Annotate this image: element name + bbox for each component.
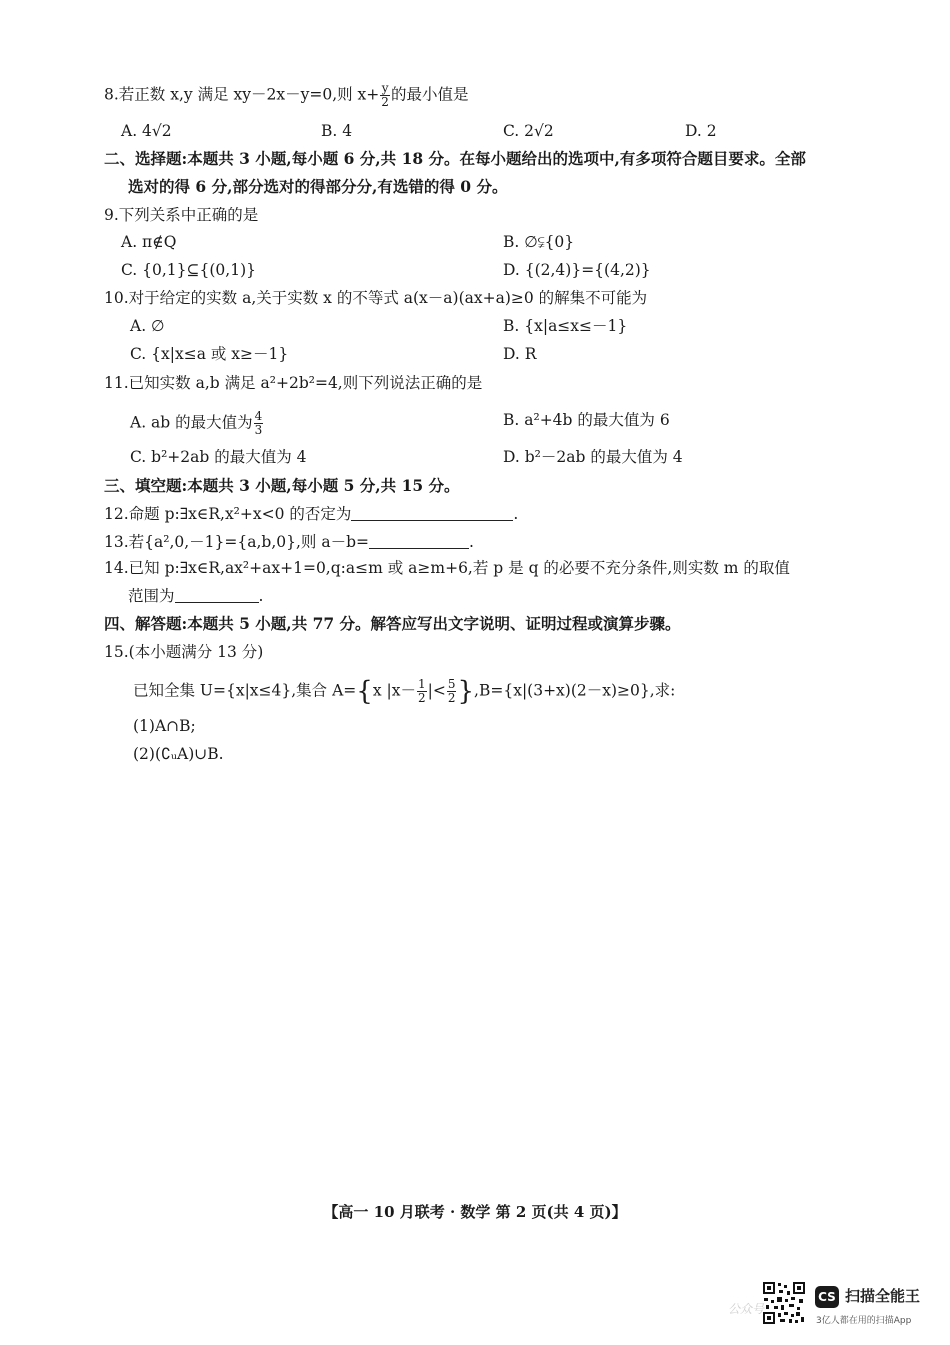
q11-option-b: B. a²+4b 的最大值为 6: [503, 411, 670, 429]
q8-stem: 8.若正数 x,y 满足 xy－2x－y=0,则 x+ $\frac{y}{2}$ 的最小值是: [104, 81, 469, 109]
q14-stem: 14.已知 p:∃x∈R,ax²+ax+1=0,q:a≤m 或 a≥m+6,若 p 是 q 的必要不充分条件,则实数 m 的取值: [104, 559, 790, 577]
q9-option-c: C. {0,1}⊆{(0,1)}: [121, 261, 256, 279]
section2-heading-cont: 选对的得 6 分,部分选对的得部分分,有选错的得 0 分。: [128, 177, 508, 196]
page-footer: 【高一 10 月联考 · 数学 第 2 页(共 4 页)】: [323, 1203, 627, 1221]
q15-part-1: (1)A∩B;: [133, 717, 196, 735]
q8-option-c: C. 2√2: [503, 122, 554, 140]
section2-heading: 二、选择题:本题共 3 小题,每小题 6 分,共 18 分。在每小题给出的选项中,有多项符合题目要求。全部: [104, 149, 806, 168]
q15-stem: 已知全集 U={x|x≤4},集合 A={x |x－ $\frac{1}{2}$ |< $\frac{5}{2}$ },B={x|(3+x)(2－x)≥0},求:: [133, 676, 676, 707]
q9-option-a: A. π∉Q: [121, 233, 177, 251]
q11-option-d: D. b²－2ab 的最大值为 4: [503, 448, 683, 466]
q13-answer-blank[interactable]: [369, 532, 469, 549]
q10-option-c: C. {x|x≤a 或 x≥－1}: [130, 345, 289, 363]
q13-stem: 13.若{a²,0,－1}={a,b,0},则 a－b= .: [104, 533, 474, 551]
camscanner-logo-icon: CS: [815, 1286, 839, 1308]
camscanner-brand: 扫描全能王: [845, 1287, 921, 1305]
q10-stem: 10.对于给定的实数 a,关于实数 x 的不等式 a(x－a)(ax+a)≥0 的解集不可能为: [104, 289, 648, 307]
q12-stem: 12.命题 p:∃x∈R,x²+x<0 的否定为 .: [104, 505, 519, 523]
q9-option-b: B. ∅⫋{0}: [503, 233, 575, 251]
qr-code-icon: [762, 1281, 806, 1325]
q8-fraction: $\frac{y}{2}$: [381, 81, 389, 109]
q9-option-d: D. {(2,4)}={(4,2)}: [503, 261, 651, 279]
q14-stem-cont: 范围为 .: [128, 587, 264, 605]
q9-stem: 9.下列关系中正确的是: [104, 206, 259, 224]
watermark: 公众号: [728, 1302, 765, 1316]
q10-option-a: A. ∅: [130, 317, 165, 335]
q8-option-d: D. 2: [685, 122, 717, 140]
q14-answer-blank[interactable]: [175, 586, 259, 603]
q8-option-a: A. 4√2: [121, 122, 172, 140]
q15-part-2: (2)(∁ᵤA)∪B.: [133, 745, 224, 763]
q10-option-d: D. R: [503, 345, 537, 363]
q10-option-b: B. {x|a≤x≤－1}: [503, 317, 628, 335]
section4-heading: 四、解答题:本题共 5 小题,共 77 分。解答应写出文字说明、证明过程或演算步骤。: [104, 614, 681, 633]
camscanner-tagline: 3亿人都在用的扫描App: [816, 1316, 912, 1326]
q11-option-c: C. b²+2ab 的最大值为 4: [130, 448, 307, 466]
q15-header: 15.(本小题满分 13 分): [104, 643, 264, 661]
q11-option-a: A. ab 的最大值为 $\frac{4}{3}$: [130, 409, 263, 437]
q11-fraction: $\frac{4}{3}$: [254, 409, 263, 437]
q11-stem: 11.已知实数 a,b 满足 a²+2b²=4,则下列说法正确的是: [104, 374, 483, 392]
q8-option-b: B. 4: [321, 122, 353, 140]
q12-answer-blank[interactable]: [351, 504, 513, 521]
section3-heading: 三、填空题:本题共 3 小题,每小题 5 分,共 15 分。: [104, 476, 460, 495]
